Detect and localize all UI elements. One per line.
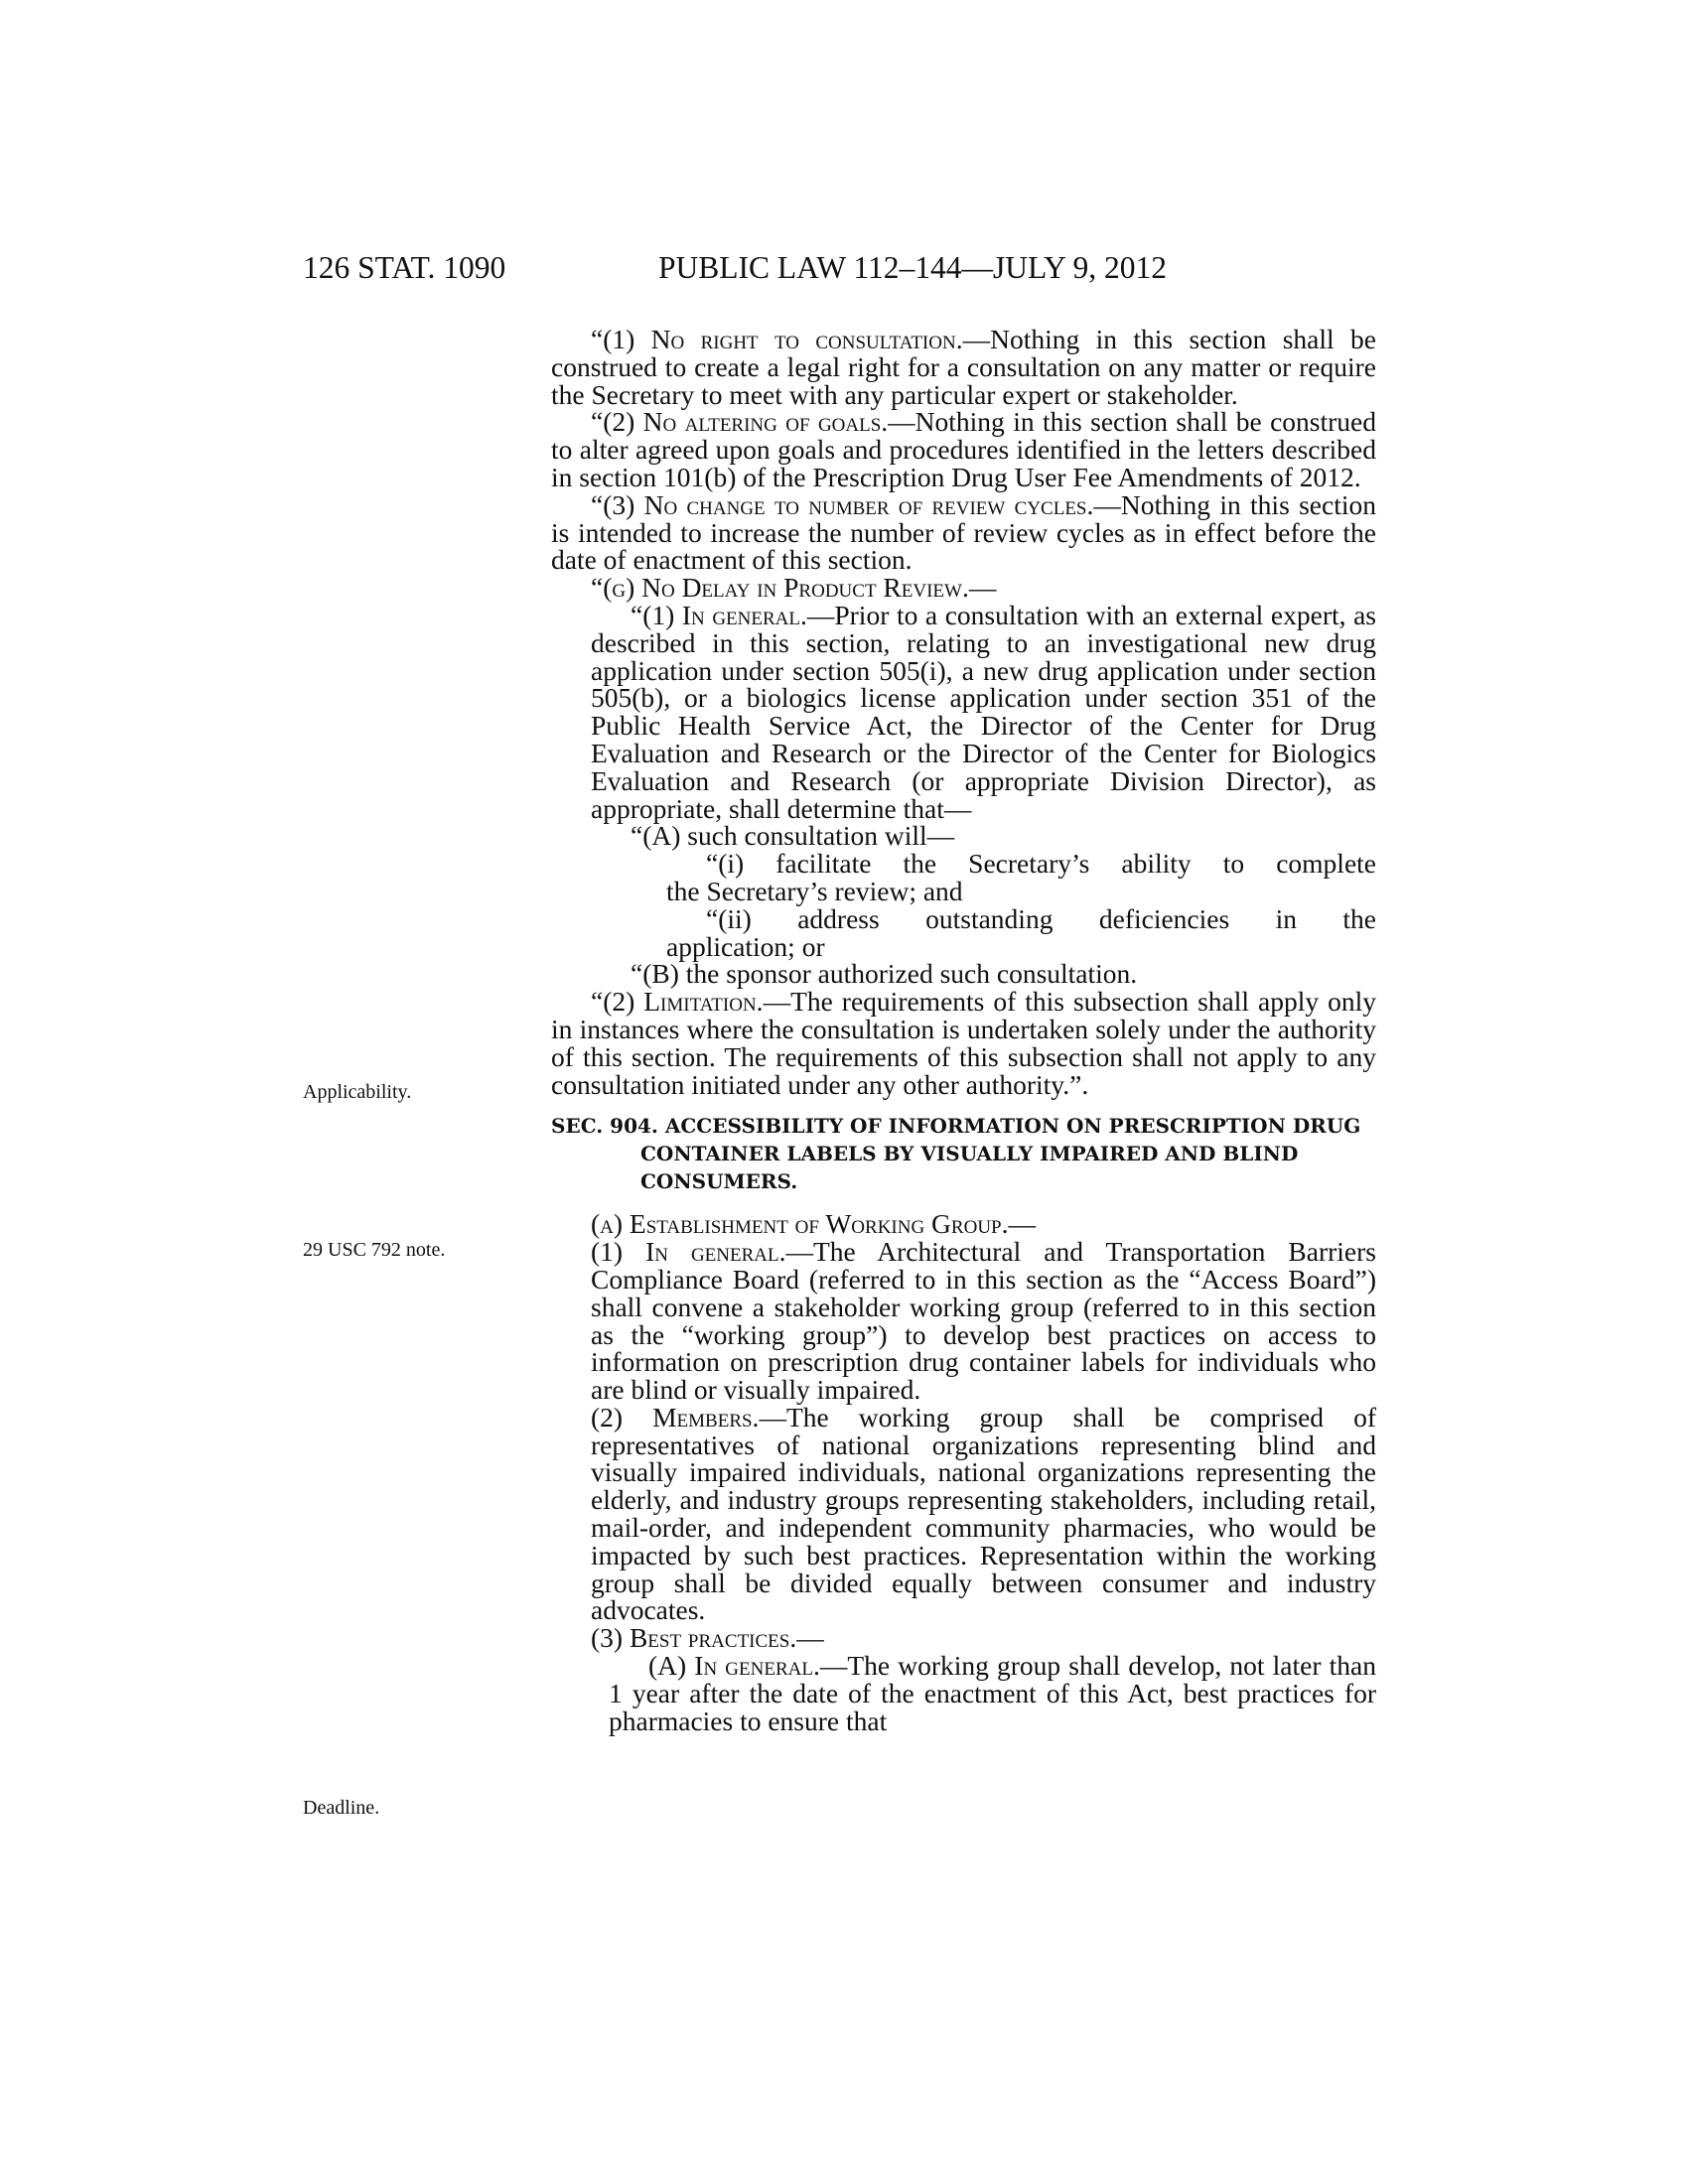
law-title-header: PUBLIC LAW 112–144—JULY 9, 2012 [658, 250, 1168, 285]
para-text: — [1008, 1208, 1036, 1240]
para-a1-in-general [551, 1238, 1376, 1404]
para-g2-limitation [551, 988, 1376, 1098]
para-heading: “(2) Limitation. [591, 986, 764, 1018]
page-number-header: 126 STAT. 1090 [303, 250, 506, 285]
para-g-A-i-line1: “(i) facilitate the Secretary’s ability to complete [706, 848, 1376, 880]
para-heading: “(1) In general. [631, 599, 807, 630]
para-text: —The working group shall be comprised of representatives of national organizations representing blind and visually impaired individuals, national organizations representing the elderly, and industry groups representing stakeholders, including retail, mail-order, and independent community pharmacies, who would be impacted by such best practices. Representation within the working group shall be divided equally between consumer and industry advocates. [591, 1401, 1376, 1626]
body-text [551, 326, 1376, 1734]
para-heading: (A) In general. [648, 1650, 820, 1682]
para-g1-in-general [551, 599, 1376, 824]
margin-note-applicability: Applicability. [303, 1081, 412, 1103]
para-text: —Nothing in this section is intended to increase the number of review cycles as in effect before the date of enactment of this section. [551, 488, 1376, 576]
para-heading: (1) In general. [591, 1236, 786, 1268]
subsection-g-heading [551, 574, 1376, 602]
para-text: — [796, 1622, 824, 1654]
para-g-B: “(B) the sponsor authorized such consultation. [631, 958, 1138, 990]
para-heading: (2) Members. [591, 1401, 760, 1433]
para-text: —Nothing in this section shall be construed to create a legal right for a consultation on any matter or require the Secretary to meet with any particular expert or stakeholder. [551, 324, 1376, 410]
para-text: —Prior to a consultation with an external expert, as described in this section, relating to an investigational new drug application under section 505(i), a new drug application under section 505(b), or a biologics license application under section 351 of the Public Health Service Act, the Director of the Center for Drug Evaluation and Research or the Director of the Center for Biologics Evaluation and Research (or appropriate Division Director), as appropriate, shall determine that— [591, 599, 1376, 824]
para-heading: (a) Establishment of Working Group. [591, 1208, 1009, 1240]
margin-note-deadline: Deadline. [303, 1797, 380, 1819]
para-heading: “(2) No altering of goals. [591, 406, 889, 438]
para-a3A-in-general [551, 1652, 1376, 1734]
para-heading: (3) Best practices. [591, 1622, 797, 1654]
para-text: —The requirements of this subsection shall apply only in instances where the consultation is undertaken solely under the authority of this section. The requirements of this subsection shall not apply to any consultation initiated under any other authority.”. [551, 986, 1376, 1100]
para-g-A-ii-line2: application; or [666, 930, 825, 962]
para-a3-best-practices [551, 1624, 1376, 1652]
para-g-A: “(A) such consultation will— [631, 820, 955, 852]
para-heading: “(g) No Delay in Product Review. [591, 572, 969, 604]
margin-note-usc: 29 USC 792 note. [303, 1239, 446, 1261]
para-text: —The working group shall develop, not later than 1 year after the date of the enactment of this Act, best practices for pharmacies to ensure that [609, 1650, 1376, 1736]
para-text: —The Architectural and Transportation Barriers Compliance Board (referred to in this section as the “Access Board”) shall convene a stakeholder working group (referred to in this section as the “working group”) to develop best practices on access to information on prescription drug container labels for individuals who are blind or visually impaired. [591, 1236, 1376, 1406]
para-no-right-to-consultation [551, 326, 1376, 408]
para-no-change-review-cycles [551, 488, 1376, 576]
para-g-A-i-line2: the Secretary’s review; and [666, 875, 963, 906]
para-heading: “(1) No right to consultation. [591, 324, 963, 354]
para-text: — [968, 572, 997, 604]
subsection-a-heading [551, 1210, 1376, 1238]
section-904-heading: SEC. 904. ACCESSIBILITY OF INFORMATION ON PRESCRIPTION DRUG CONTAINER LABELS BY VISUALLY IMPAIRED AND BLIND CONSUMERS. [551, 1114, 1361, 1194]
para-no-altering-of-goals [551, 408, 1376, 490]
para-a2-members [551, 1401, 1376, 1626]
para-g-A-ii-line1: “(ii) address outstanding deficiencies in the [706, 902, 1376, 934]
para-heading: “(3) No change to number of review cycles. [591, 488, 1094, 520]
para-text: —Nothing in this section shall be construed to alter agreed upon goals and procedures identified in the letters described in section 101(b) of the Prescription Drug User Fee Amendments of 2012. [551, 406, 1376, 492]
